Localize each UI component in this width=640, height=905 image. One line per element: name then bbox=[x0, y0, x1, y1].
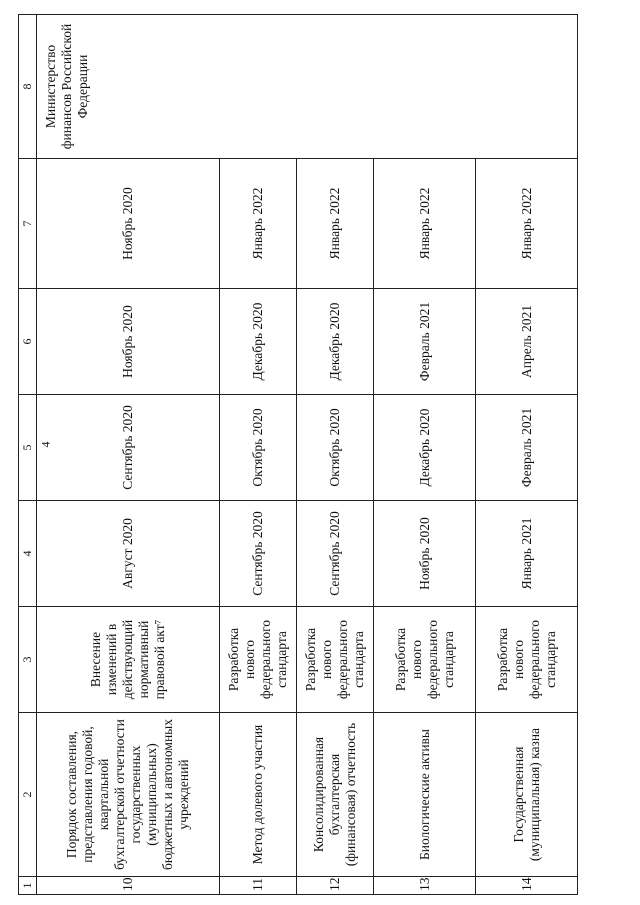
date-cell: Январь 2022 bbox=[219, 159, 296, 289]
date-cell: Октябрь 2020 bbox=[296, 395, 373, 501]
date-cell: Ноябрь 2020 bbox=[374, 501, 476, 607]
date-cell: Ноябрь 2020 bbox=[37, 159, 219, 289]
date-cell: Декабрь 2020 bbox=[296, 289, 373, 395]
date-cell: Апрель 2021 bbox=[476, 289, 578, 395]
row-number: 12 bbox=[296, 877, 373, 895]
row-number: 14 bbox=[476, 877, 578, 895]
header-cell: 3 bbox=[19, 607, 37, 713]
item-action: Разработка нового федерального стандарта bbox=[219, 607, 296, 713]
header-cell: 6 bbox=[19, 289, 37, 395]
item-action: Разработка нового федерального стандарта bbox=[296, 607, 373, 713]
row-number: 11 bbox=[219, 877, 296, 895]
header-cell: 2 bbox=[19, 713, 37, 877]
date-cell: Сентябрь 2020 bbox=[296, 501, 373, 607]
header-cell: 5 bbox=[19, 395, 37, 501]
date-cell: Январь 2022 bbox=[296, 159, 373, 289]
responsible-cell: Министерство финансов Российской Федерации bbox=[37, 15, 578, 159]
date-cell: Октябрь 2020 bbox=[219, 395, 296, 501]
date-cell: Ноябрь 2020 bbox=[37, 289, 219, 395]
item-name: Государственная (муниципальная) казна bbox=[476, 713, 578, 877]
item-name: Консолидированная бухгалтерская (финансовая) отчетность bbox=[296, 713, 373, 877]
item-action: Внесение изменений в действующий нормативный правовой акт⁷ bbox=[37, 607, 219, 713]
item-action: Разработка нового федерального стандарта bbox=[374, 607, 476, 713]
row-number: 13 bbox=[374, 877, 476, 895]
date-cell: Август 2020 bbox=[37, 501, 219, 607]
table-row bbox=[37, 15, 219, 895]
date-cell: Январь 2022 bbox=[476, 159, 578, 289]
date-cell: Январь 2022 bbox=[374, 159, 476, 289]
row-number: 10 bbox=[37, 877, 219, 895]
item-name: Биологические активы bbox=[374, 713, 476, 877]
date-cell: Сентябрь 2020 bbox=[37, 395, 219, 501]
header-cell: 4 bbox=[19, 501, 37, 607]
date-cell: Февраль 2021 bbox=[374, 289, 476, 395]
date-cell: Январь 2021 bbox=[476, 501, 578, 607]
plan-table bbox=[18, 14, 578, 895]
item-action: Разработка нового федерального стандарта bbox=[476, 607, 578, 713]
header-cell: 1 bbox=[19, 877, 37, 895]
date-cell: Сентябрь 2020 bbox=[219, 501, 296, 607]
item-name: Порядок составления, представления годовой, квартальной бухгалтерской отчетности государственных (муниципальных) бюджетных и автономных учреждений bbox=[37, 713, 219, 877]
date-cell: Декабрь 2020 bbox=[374, 395, 476, 501]
item-name: Метод долевого участия bbox=[219, 713, 296, 877]
page-number: 4 bbox=[38, 441, 53, 448]
rotated-table-wrapper bbox=[18, 15, 578, 895]
date-cell: Февраль 2021 bbox=[476, 395, 578, 501]
header-row bbox=[19, 15, 37, 895]
header-cell: 7 bbox=[19, 159, 37, 289]
header-cell: 8 bbox=[19, 15, 37, 159]
date-cell: Декабрь 2020 bbox=[219, 289, 296, 395]
